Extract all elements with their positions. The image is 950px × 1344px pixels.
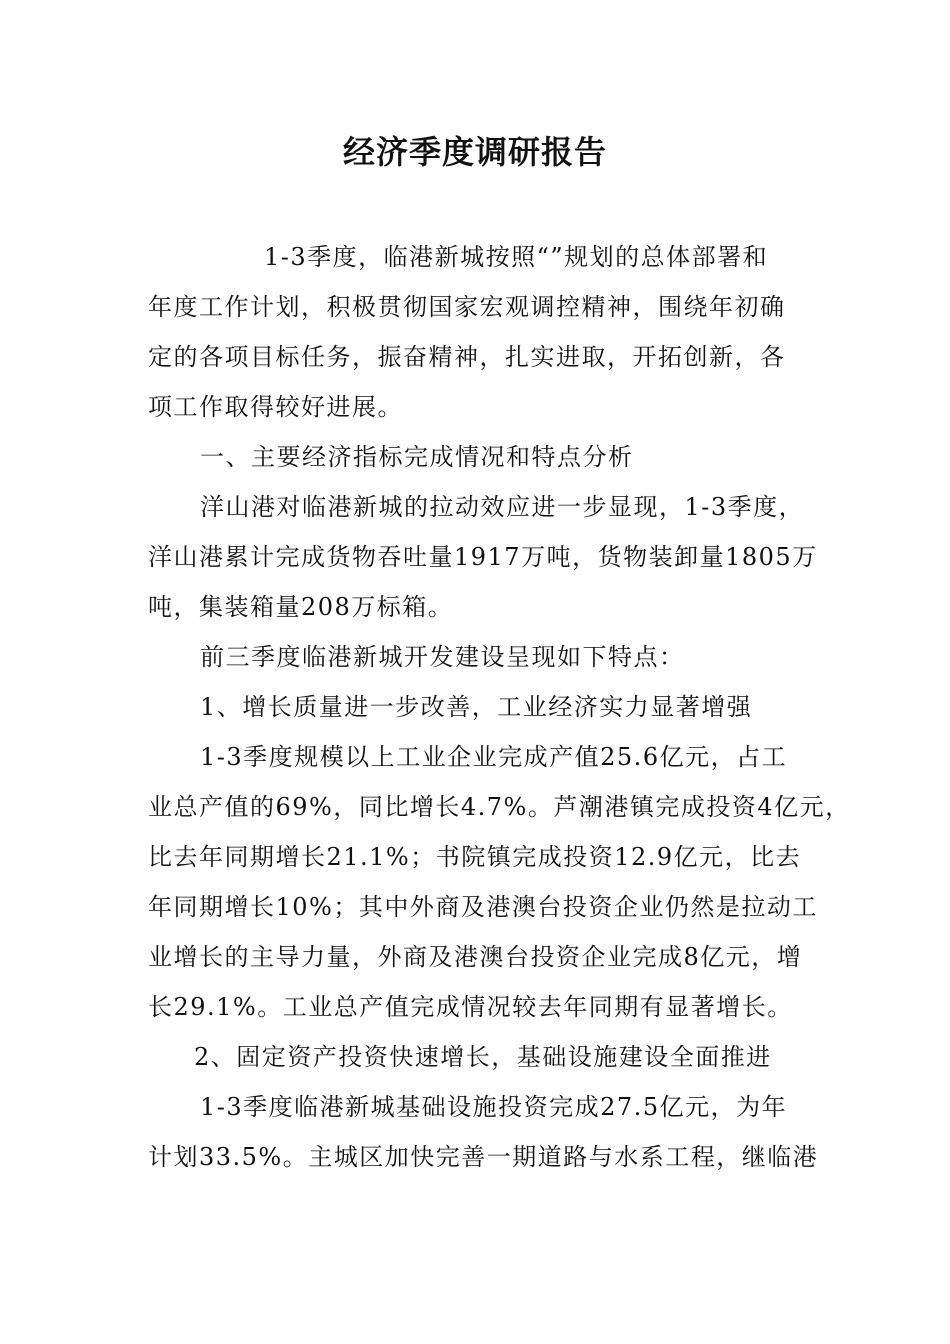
paragraph-line: 洋山港累计完成货物吞吐量1917万吨，货物装卸量1805万: [148, 543, 818, 571]
document-body: [148, 232, 851, 1182]
paragraph-line: 比去年同期增长21.1%；书院镇完成投资12.9亿元，比去: [148, 843, 802, 871]
paragraph-line: 长29.1%。工业总产值完成情况较去年同期有显著增长。: [148, 993, 793, 1021]
section-heading: 一、主要经济指标完成情况和特点分析: [200, 443, 634, 471]
paragraph-line: 定的各项目标任务，振奋精神，扎实进取，开拓创新，各: [148, 343, 786, 371]
paragraph-line: 1-3季度规模以上工业企业完成产值25.6亿元，占工: [200, 743, 788, 771]
paragraph-line: 年度工作计划，积极贯彻国家宏观调控精神，围绕年初确: [148, 293, 786, 321]
paragraph-line: 1-3季度临港新城基础设施投资完成27.5亿元，为年: [200, 1093, 788, 1121]
subsection-heading: 1、增长质量进一步改善，工业经济实力显著增强: [200, 693, 753, 721]
paragraph-line: 计划33.5%。主城区加快完善一期道路与水系工程，继临港: [148, 1143, 819, 1171]
paragraph-line: 项工作取得较好进展。: [148, 393, 403, 421]
paragraph-line: 年同期增长10%；其中外商及港澳台投资企业仍然是拉动工: [148, 893, 818, 921]
paragraph-line: 1-3季度，临港新城按照“”规划的总体部署和: [264, 243, 769, 271]
paragraph-line: 吨，集装箱量208万标箱。: [148, 593, 454, 621]
document-title: 经济季度调研报告: [342, 133, 607, 171]
paragraph-line: 业总产值的69%，同比增长4.7%。芦潮港镇完成投资4亿元，: [148, 793, 851, 821]
paragraph-line: 洋山港对临港新城的拉动效应进一步显现，1-3季度，: [200, 493, 805, 521]
subsection-heading: 2、固定资产投资快速增长，基础设施建设全面推进: [194, 1043, 772, 1071]
paragraph-line: 业增长的主导力量，外商及港澳台投资企业完成8亿元，增: [148, 943, 803, 971]
paragraph-line: 前三季度临港新城开发建设呈现如下特点：: [200, 643, 685, 671]
